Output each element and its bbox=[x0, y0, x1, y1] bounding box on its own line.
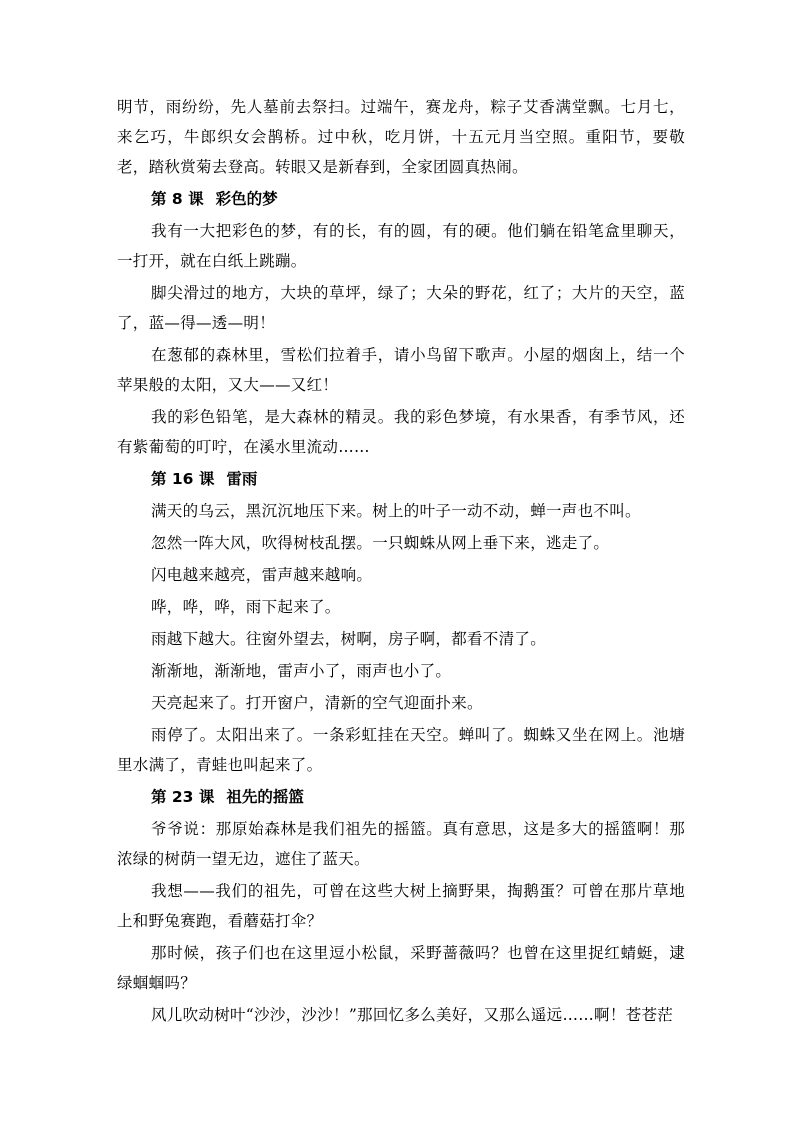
paragraph: 我想——我们的祖先，可曾在这些大树上摘野果，掏鹅蛋？可曾在那片草地上和野兔赛跑，看蘑菇打伞？ bbox=[117, 882, 685, 930]
paragraph: 闪电越来越亮，雷声越来越响。 bbox=[151, 566, 373, 584]
paragraph: 雨越下越大。往窗外望去，树啊，房子啊，都看不清了。 bbox=[151, 630, 547, 648]
paragraph: 脚尖滑过的地方，大块的草坪，绿了；大朵的野花，红了；大片的天空，蓝了，蓝—得—透—明！ bbox=[117, 284, 685, 332]
lesson-number: 第 23 课 bbox=[151, 788, 215, 806]
paragraph: 爷爷说：那原始森林是我们祖先的摇篮。真有意思，这是多大的摇篮啊！那浓绿的树荫一望无边，遮住了蓝天。 bbox=[117, 820, 685, 868]
paragraph: 哗，哗，哗，雨下起来了。 bbox=[151, 598, 341, 616]
paragraph: 渐渐地，渐渐地，雷声小了，雨声也小了。 bbox=[151, 662, 452, 680]
paragraph: 我的彩色铅笔，是大森林的精灵。我的彩色梦境，有水果香，有季节风，还有紫葡萄的叮咛，在溪水里流动…… bbox=[117, 408, 685, 456]
lesson-number: 第 8 课 bbox=[151, 190, 204, 208]
lesson-title: 雷雨 bbox=[226, 470, 258, 488]
paragraph: 那时候，孩子们也在这里逗小松鼠，采野蔷薇吗？也曾在这里捉红蜻蜓，逮绿蝈蝈吗？ bbox=[117, 944, 685, 992]
paragraph: 天亮起来了。打开窗户，清新的空气迎面扑来。 bbox=[151, 694, 483, 712]
lesson-number: 第 16 课 bbox=[151, 470, 215, 488]
lesson-title: 彩色的梦 bbox=[215, 190, 278, 208]
paragraph: 在葱郁的森林里，雪松们拉着手，请小鸟留下歌声。小屋的烟囱上，结一个苹果般的太阳，又大——又红！ bbox=[117, 346, 685, 394]
paragraph: 风儿吹动树叶“沙沙，沙沙！”那回忆多么美好，又那么遥远……啊！苍苍茫 bbox=[151, 1006, 674, 1024]
lesson-title: 祖先的摇篮 bbox=[226, 788, 304, 806]
lesson-heading bbox=[151, 184, 685, 214]
intro-paragraph: 明节，雨纷纷，先人墓前去祭扫。过端午，赛龙舟，粽子艾香满堂飘。七月七，来乞巧，牛郎织女会鹊桥。过中秋，吃月饼，十五元月当空照。重阳节，要敬老，踏秋赏菊去登高。转眼又是新春到，全家团圆真热闹。 bbox=[117, 98, 685, 176]
paragraph: 雨停了。太阳出来了。一条彩虹挂在天空。蝉叫了。蜘蛛又坐在网上。池塘里水满了，青蛙也叫起来了。 bbox=[117, 726, 685, 774]
paragraph: 我有一大把彩色的梦，有的长，有的圆，有的硬。他们躺在铅笔盒里聊天，一打开，就在白纸上跳蹦。 bbox=[117, 222, 685, 270]
lesson-heading bbox=[151, 782, 685, 812]
paragraph: 忽然一阵大风，吹得树枝乱摆。一只蜘蛛从网上垂下来，逃走了。 bbox=[151, 534, 610, 552]
document-body bbox=[117, 92, 685, 1032]
lesson-heading bbox=[151, 464, 685, 494]
paragraph: 满天的乌云，黑沉沉地压下来。树上的叶子一动不动，蝉一声也不叫。 bbox=[151, 502, 641, 520]
